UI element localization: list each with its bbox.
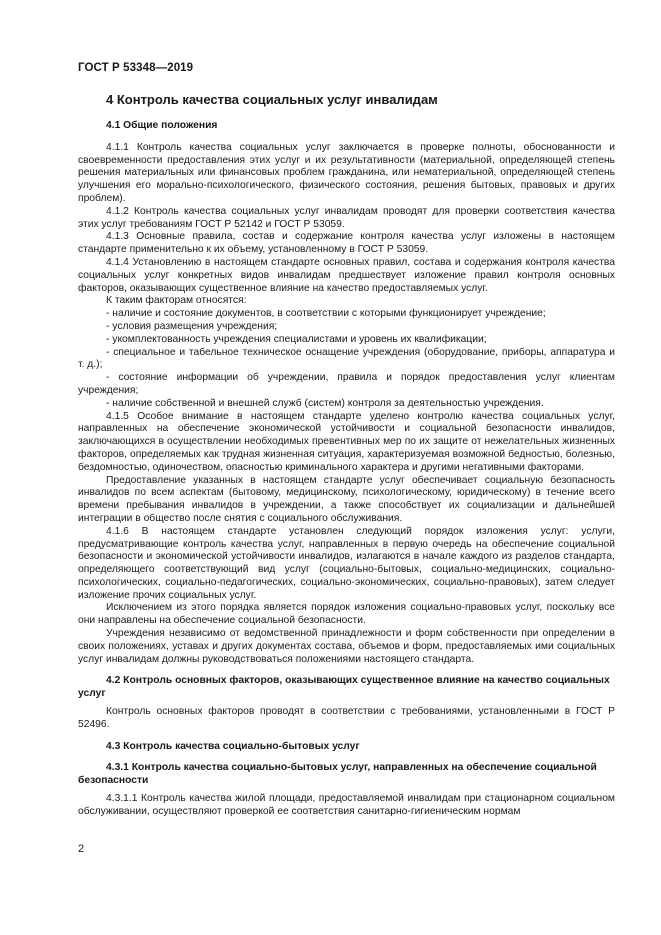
subsection-title-4-3-1: 4.3.1 Контроль качества социально-бытовых услуг, направленных на обеспечение социальной безопасности — [78, 762, 597, 787]
list-item: - укомплектованность учреждения специалистами и уровень их квалификации; — [106, 333, 487, 345]
paragraph-4-3-1-1: 4.3.1.1 Контроль качества жилой площади, предоставляемой инвалидам при стационарном социальном обслуживании, осуществляют проверкой ее соответствия санитарно-гигиеническим нормам — [78, 793, 615, 817]
paragraph-4-1-2: 4.1.2 Контроль качества социальных услуг инвалидам проводят для проверки соответствия качества этих услуг требованиям ГОСТ Р 52142 и ГОСТ Р 53059. — [78, 205, 615, 230]
paragraph-4-1-6: 4.1.6 В настоящем стандарте установлен следующий порядок изложения услуг: услуги, предусматривающие контроль качества услуг, направленных в первую очередь на обеспечение социальной безопасности и экономической устойчивости инвалидов, излагаются в начале каждого из разделов стандарта, определяющего соответствующий вид услуг (социально-бытовых, социально-медицинских, социально-психологических, социально-педагогических, социально-экономических, социально-правовых), затем следует изложение прочих социальных услуг. — [78, 525, 615, 601]
subsection-title-4-1: 4.1 Общие положения — [106, 120, 218, 131]
list-item: - условия размещения учреждения; — [106, 320, 278, 332]
page-content — [78, 92, 615, 819]
paragraph-4-1-1: 4.1.1 Контроль качества социальных услуг заключается в проверке полноты, обоснованности и своевременности предоставления этих услуг и их результативности (материальной, определяющей степень решения материальных или финансовых проблем гражданина, или нематериальной, определяющей степень улучшения его морально-психологического, физического состояния, решения бытовых, правовых и других проблем). — [78, 141, 615, 204]
section-title: 4 Контроль качества социальных услуг инвалидам — [106, 92, 438, 107]
paragraph-4-1-4: 4.1.4 Установлению в настоящем стандарте основных правил, состава и содержания контроля качества социальных услуг конкретных видов инвалидам предшествует изложение правил контроля основных факторов, оказывающих существенное влияние на качество предоставляемых услуг. — [78, 256, 615, 294]
paragraph-4-1-3: 4.1.3 Основные правила, состав и содержание контроля качества услуг изложены в настоящем стандарте применительно к их объему, установленному в ГОСТ Р 53059. — [78, 231, 615, 256]
paragraph-4-1-5-cont: Предоставление указанных в настоящем стандарте услуг обеспечивает социальную безопасность инвалидов по всем аспектам (бытовому, медицинскому, психологическому, юридическому) в течение всего времени пребывания инвалидов в учреждении, а также способствует их социализации и дальнейшей интеграции в общество после снятия с социального обслуживания. — [78, 474, 615, 524]
document-header: ГОСТ Р 53348—2019 — [78, 62, 194, 74]
list-item: - наличие и состояние документов, в соответствии с которыми функционирует учреждение; — [106, 308, 546, 320]
paragraph-4-1-5: 4.1.5 Особое внимание в настоящем стандарте уделено контролю качества социальных услуг, направленных на обеспечение экономической устойчивости и социальной безопасности инвалидов, заключающихся в осуществлении необходимых превентивных мер по их защите от нежелательных жизненных факторов, определяемых как трудная жизненная ситуация, характеризуемая возможной бедностью, болезнью, бездомностью, одиночеством, опасностью криминального характера и другими негативными факторами. — [78, 410, 615, 473]
subsection-title-4-3: 4.3 Контроль качества социально-бытовых услуг — [106, 740, 360, 752]
paragraph-4-1-6-exception: Исключением из этого порядка является порядок изложения социально-правовых услуг, поскольку все они направлены на обеспечение социальной безопасности. — [78, 602, 615, 627]
subsection-title-4-2: 4.2 Контроль основных факторов, оказывающих существенное влияние на качество социальных услуг — [78, 675, 610, 700]
list-item: - состояние информации об учреждении, правила и порядок предоставления услуг клиентам учреждения; — [78, 372, 615, 396]
paragraph-4-2: Контроль основных факторов проводят в соответствии с требованиями, установленными в ГОСТ Р 52496. — [78, 706, 615, 730]
factors-intro: К таким факторам относятся: — [106, 295, 247, 307]
list-item: - наличие собственной и внешней служб (систем) контроля за деятельностью учреждения. — [106, 397, 544, 409]
page-number: 2 — [78, 843, 85, 855]
list-item: - специальное и табельное техническое оснащение учреждения (оборудование, приборы, аппаратура и т. д.); — [78, 346, 615, 371]
paragraph-4-1-6-institutions: Учреждения независимо от ведомственной принадлежности и форм собственности при определении в своих положениях, уставах и других документах состава, объемов и форм, предоставляемых ими социальных услуг инвалидам должны руководствоваться положениями настоящего стандарта. — [78, 628, 615, 665]
